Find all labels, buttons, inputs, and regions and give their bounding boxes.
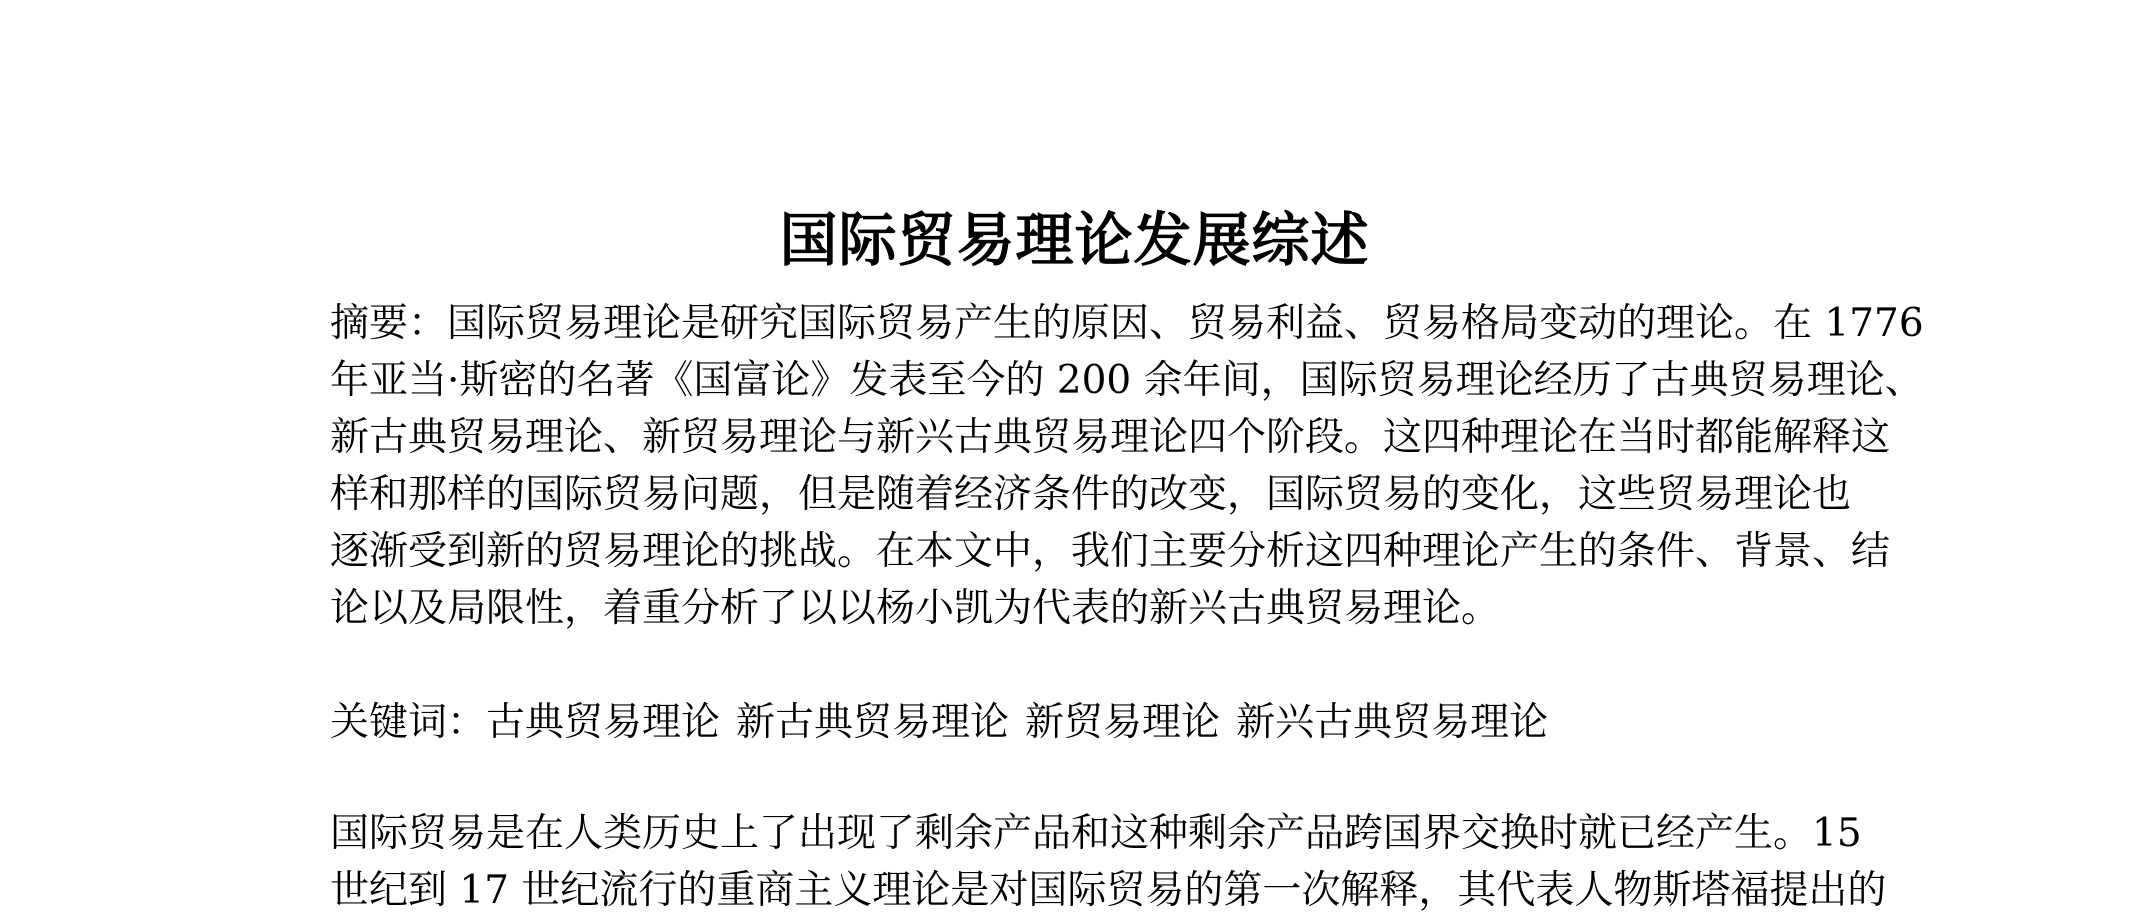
keyword-item: 新古典贸易理论 [736, 700, 1010, 745]
body-line: 国际贸易是在人类历史上了出现了剩余产品和这种剩余产品跨国界交换时就已经产生。15 [330, 811, 1862, 856]
abstract-line: 论以及局限性，着重分析了以以杨小凯为代表的新兴古典贸易理论。 [330, 586, 1501, 631]
keyword-item: 古典贸易理论 [486, 700, 721, 745]
abstract-line: 新古典贸易理论、新贸易理论与新兴古典贸易理论四个阶段。这四种理论在当时都能解释这 [330, 415, 1891, 460]
abstract-line: 逐渐受到新的贸易理论的挑战。在本文中，我们主要分析这四种理论产生的条件、背景、结 [330, 529, 1891, 574]
document-title: 国际贸易理论发展综述 [779, 206, 1370, 274]
keyword-item: 新兴古典贸易理论 [1236, 700, 1549, 745]
keywords-line [330, 697, 1820, 749]
keywords-label: 关键词： [330, 700, 487, 745]
abstract-line: 样和那样的国际贸易问题，但是随着经济条件的改变，国际贸易的变化，这些贸易理论也 [330, 472, 1852, 517]
keyword-item: 新贸易理论 [1025, 700, 1221, 745]
body-line: 世纪到 17 世纪流行的重商主义理论是对国际贸易的第一次解释，其代表人物斯塔福提出的 [330, 868, 1887, 913]
abstract-line: 摘要：国际贸易理论是研究国际贸易产生的原因、贸易利益、贸易格局变动的理论。在 1776 [330, 301, 1924, 346]
abstract-line: 年亚当·斯密的名著《国富论》发表至今的 200 余年间，国际贸易理论经历了古典贸易理论、 [330, 358, 1924, 403]
